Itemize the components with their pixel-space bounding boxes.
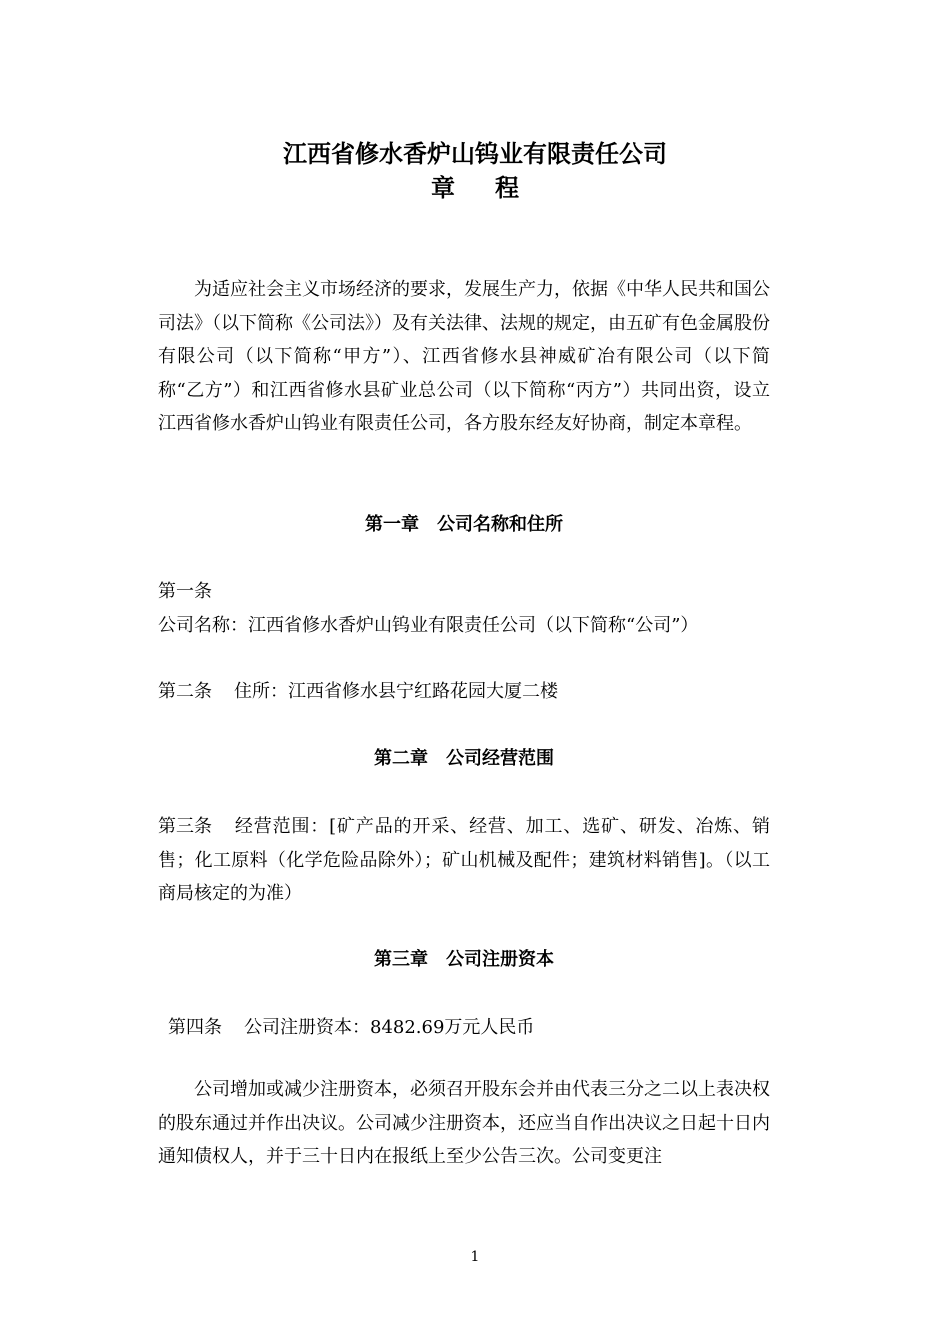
article-number: 第二条 [158,681,212,702]
chapter-heading-3 [158,948,770,972]
article-number: 第一条 [158,581,212,602]
page-number: 1 [470,1249,480,1265]
chapter-title: 公司注册资本 [446,949,554,970]
capital-change-paragraph: 公司增加或减少注册资本，必须召开股东会并由代表三分之二以上表决权的股东通过并作出决议。公司减少注册资本，还应当自作出决议之日起十日内通知债权人，并于三十日内在报纸上至少公告三次。公司变更注 [158,1079,770,1167]
article-text: 公司注册资本：8482.69万元人民币 [244,1017,535,1038]
chapter-title: 公司名称和住所 [437,514,563,535]
article-text: 公司名称：江西省修水香炉山钨业有限责任公司（以下简称“公司”） [158,614,699,636]
article-2 [158,675,770,709]
article-text: 经营范围：[矿产品的开采、经营、加工、选矿、研发、冶炼、销售；化工原料（化学危险品除外）；矿山机械及配件；建筑材料销售]。（以工商局核定的为准） [158,816,770,904]
article-text: 住所：江西省修水县宁红路花园大厦二楼 [234,681,558,702]
document-title: 江西省修水香炉山钨业有限责任公司 [283,140,667,168]
chapter-title: 公司经营范围 [446,748,554,769]
chapter-number: 第一章 [365,514,419,535]
chapter-heading-2 [158,747,770,771]
chapter-number: 第三章 [374,949,428,970]
chapter-number: 第二章 [374,748,428,769]
article-1 [158,575,770,642]
chapter-heading-1 [158,513,770,537]
subtitle-char-2: 程 [495,174,519,202]
article-3 [158,810,770,911]
preamble-paragraph: 为适应社会主义市场经济的要求，发展生产力，依据《中华人民共和国公司法》（以下简称《公司法》）及有关法律、法规的规定，由五矿有色金属股份有限公司（以下简称“甲方”）、江西省修水县神威矿冶有限公司（以下简称“乙方”）和江西省修水县矿业总公司（以下简称“丙方”）共同出资，设立江西省修水香炉山钨业有限责任公司，各方股东经友好协商，制定本章程。 [158,279,770,434]
document-subtitle [0,172,950,204]
subtitle-char-1: 章 [431,174,455,202]
article-number: 第四条 [168,1017,222,1038]
article-number: 第三条 [158,816,212,837]
article-4 [168,1011,780,1045]
